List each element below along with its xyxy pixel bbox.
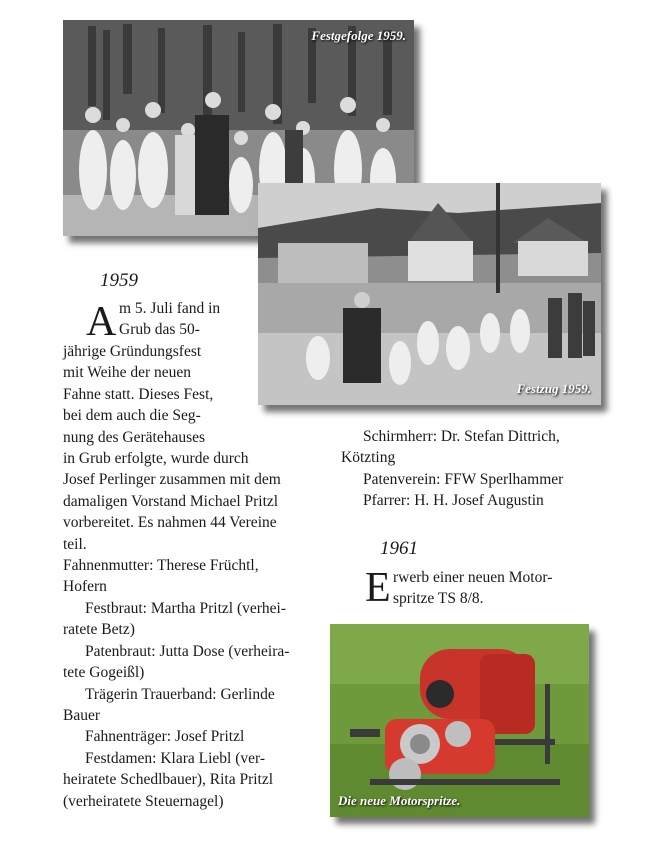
drop-cap: A	[86, 299, 117, 345]
text-line: Fahne statt. Dieses Fest,	[63, 385, 214, 403]
text-line: Trägerin Trauerband: Gerlinde	[85, 685, 275, 703]
text-line: jährige Gründungsfest	[63, 343, 202, 360]
text-line: Bauer	[63, 706, 101, 724]
text-line: mit Weihe der neuen	[63, 364, 192, 382]
text-line: Kötzting	[341, 449, 396, 467]
body-text-right	[341, 426, 563, 512]
text-line: Grub das 50-	[119, 321, 200, 339]
body-text-1959-cont	[63, 341, 289, 812]
text-line: Schirmherr: Dr. Stefan Dittrich,	[363, 428, 560, 445]
photo-caption: Festgefolge 1959.	[311, 28, 406, 43]
text-line: in Grub erfolgte, wurde durch	[63, 450, 249, 468]
body-text-1959	[119, 298, 220, 341]
photo-caption: Die neue Motorspritze.	[338, 793, 461, 808]
text-line: heiratete Schedlbauer), Rita Pritzl	[63, 771, 274, 789]
body-text-1961	[393, 567, 552, 610]
text-line: rwerb einer neuen Motor-	[393, 569, 553, 586]
photo-festzug	[258, 183, 601, 405]
text-line: m 5. Juli fand in	[119, 300, 221, 317]
text-line: bei dem auch die Seg-	[63, 407, 201, 425]
text-line: teil.	[63, 535, 87, 553]
photo-caption: Festzug 1959.	[516, 381, 591, 396]
text-line: Patenbraut: Jutta Dose (verheira-	[85, 642, 290, 660]
text-line: vorbereitet. Es nahmen 44 Vereine	[63, 514, 277, 532]
photo-motorspritze-image	[330, 624, 589, 817]
text-line: nung des Gerätehauses	[63, 428, 206, 446]
year-heading: 1961	[380, 538, 418, 559]
text-line: damaligen Vorstand Michael Pritzl	[63, 492, 279, 510]
photo-motorspritze	[330, 624, 589, 817]
year-heading: 1959	[100, 270, 138, 291]
text-line: ratete Betz)	[63, 621, 135, 639]
text-line: Festdamen: Klara Liebl (ver-	[85, 749, 266, 767]
text-line: Festbraut: Martha Pritzl (verhei-	[85, 599, 287, 617]
text-line: (verheiratete Steuernagel)	[63, 792, 224, 810]
text-line: Hofern	[63, 578, 107, 596]
text-line: Josef Perlinger zusammen mit dem	[63, 471, 281, 489]
text-line: tete Gogeißl)	[63, 664, 145, 682]
drop-cap: E	[365, 565, 391, 611]
text-line: Fahnenträger: Josef Pritzl	[85, 728, 245, 746]
text-line: Pfarrer: H. H. Josef Augustin	[363, 492, 544, 510]
text-line: Patenverein: FFW Sperlhammer	[363, 470, 564, 488]
photo-festzug-image	[258, 183, 601, 405]
text-line: Fahnenmutter: Therese Früchtl,	[63, 557, 259, 575]
text-line: spritze TS 8/8.	[393, 590, 484, 608]
